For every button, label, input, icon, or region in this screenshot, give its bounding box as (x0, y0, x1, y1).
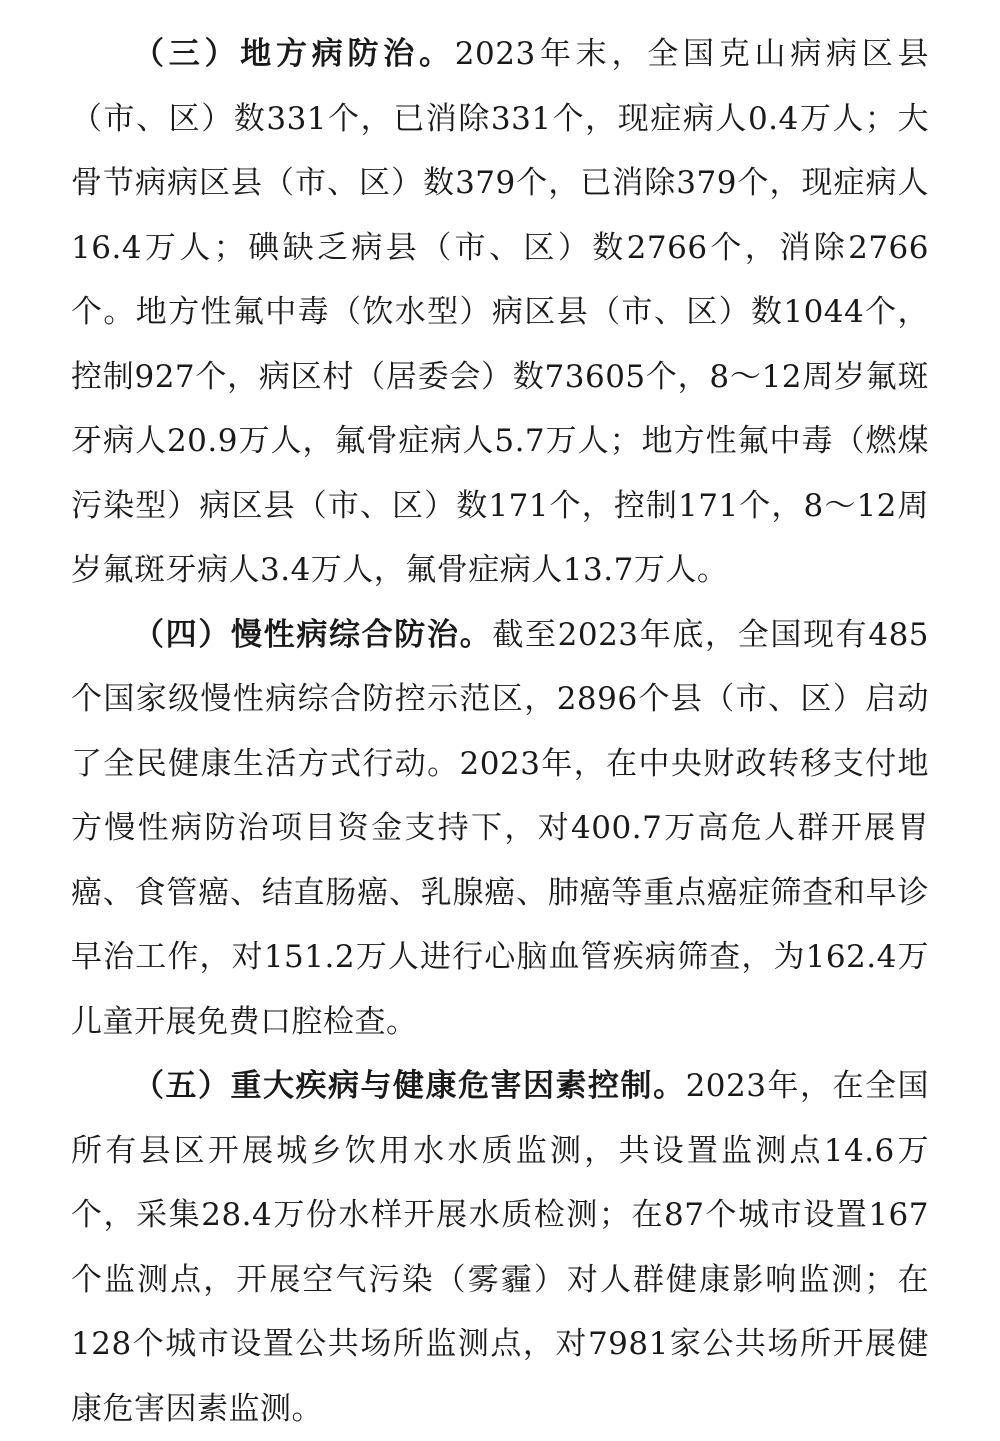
paragraph-chronic-disease (71, 603, 929, 1055)
paragraph-text-health-hazards: 2023年，在全国所有县区开展城乡饮用水水质监测，共设置监测点14.6万个，采集28.4万份水样开展水质检测；在87个城市设置167个监测点，开展空气污染（雾霾）对人群健康影响监测；在128个城市设置公共场所监测点，对7981家公共场所开展健康危害因素监测。 (71, 1068, 929, 1427)
section-heading-endemic-disease: （三）地方病防治。 (133, 36, 455, 72)
document-page (71, 22, 929, 1441)
paragraph-text-endemic-disease: 2023年末，全国克山病病区县（市、区）数331个，已消除331个，现症病人0.4万人；大骨节病病区县（市、区）数379个，已消除379个，现症病人16.4万人；碘缺乏病县（市、区）数2766个，消除2766个。地方性氟中毒（饮水型）病区县（市、区）数1044个，控制927个，病区村（居委会）数73605个，8～12周岁氟斑牙病人20.9万人，氟骨症病人5.7万人；地方性氟中毒（燃煤污染型）病区县（市、区）数171个，控制171个，8～12周岁氟斑牙病人3.4万人，氟骨症病人13.7万人。 (71, 36, 929, 588)
section-heading-chronic-disease: （四）慢性病综合防治。 (133, 616, 493, 653)
paragraph-endemic-disease (71, 22, 929, 603)
paragraph-text-chronic-disease: 截至2023年底，全国现有485个国家级慢性病综合防控示范区，2896个县（市、区）启动了全民健康生活方式行动。2023年，在中央财政转移支付地方慢性病防治项目资金支持下，对400.7万高危人群开展胃癌、食管癌、结直肠癌、乳腺癌、肺癌等重点癌症筛查和早诊早治工作，对151.2万人进行心脑血管疾病筛查，为162.4万儿童开展免费口腔检查。 (71, 616, 930, 1040)
section-heading-health-hazards: （五）重大疾病与健康危害因素控制。 (133, 1068, 686, 1104)
paragraph-health-hazards (71, 1054, 929, 1441)
